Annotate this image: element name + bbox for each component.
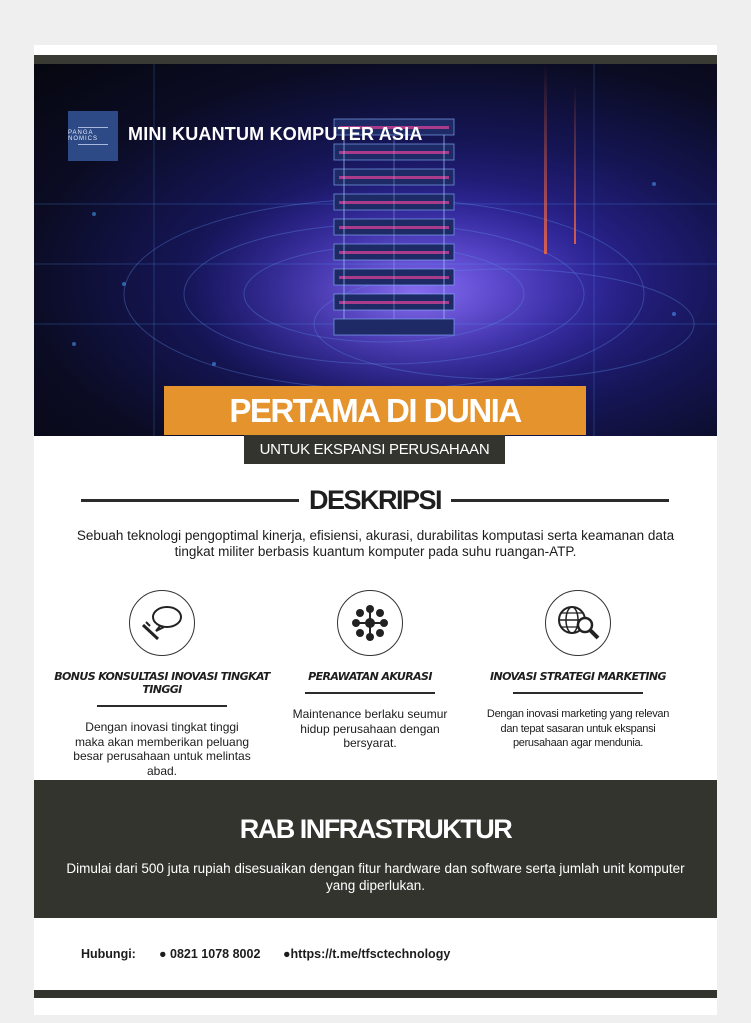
rab-section	[34, 780, 717, 918]
feature-text: Dengan inovasi marketing yang relevan dan tepat sasaran untuk ekspansi perusahaan agar mendunia.	[486, 708, 670, 749]
description-heading	[81, 483, 669, 517]
contact-phone[interactable]: ● 0821 1078 8002	[159, 947, 261, 961]
company-logo	[68, 111, 118, 161]
rab-title: RAB INFRASTRUKTUR	[239, 814, 512, 844]
logo-text: PANGA NOMICS	[68, 130, 98, 142]
globe-search-icon	[545, 590, 611, 656]
feature-rule	[305, 692, 435, 694]
bottom-bar	[34, 990, 717, 998]
brochure-page	[34, 45, 717, 1015]
feature-maintenance	[260, 590, 480, 751]
feature-title: BONUS KONSULTASI INOVASI TINGKAT TINGGI	[54, 670, 270, 696]
feature-title: INOVASI STRATEGI MARKETING	[490, 670, 666, 683]
heading-rule-left	[81, 499, 299, 502]
feature-text: Maintenance berlaku seumur hidup perusahaan dengan bersyarat.	[292, 707, 448, 750]
heading-rule-right	[451, 499, 669, 502]
top-strip	[34, 55, 717, 64]
page-title: MINI KUANTUM KOMPUTER ASIA	[128, 124, 423, 144]
rab-text: Dimulai dari 500 juta rupiah disesuaikan dengan fitur hardware dan software serta jumlah unit komputer yang diperlukan.	[66, 861, 685, 893]
subheadline-banner: UNTUK EKSPANSI PERUSAHAAN	[244, 435, 505, 464]
chat-bubble-icon	[129, 590, 195, 656]
feature-marketing	[468, 590, 688, 751]
feature-rule	[97, 705, 227, 707]
network-cluster-icon	[337, 590, 403, 656]
description-text: Sebuah teknologi pengoptimal kinerja, efisiensi, akurasi, durabilitas komputasi serta keamanan data tingkat militer berbasis kuantum komputer pada suhu ruangan-ATP.	[76, 528, 675, 559]
description-heading-text: DESKRIPSI	[308, 484, 442, 515]
feature-title: PERAWATAN AKURASI	[308, 670, 432, 683]
feature-text: Dengan inovasi tingkat tinggi maka akan memberikan peluang besar perusahaan untuk melintas abad.	[73, 720, 251, 778]
contact-label: Hubungi:	[81, 947, 136, 961]
contact-link[interactable]: ●https://t.me/tfsctechnology	[283, 947, 451, 961]
headline-banner: PERTAMA DI DUNIA	[164, 386, 586, 435]
hero-image	[34, 64, 717, 436]
feature-consultation	[52, 590, 272, 778]
feature-rule	[513, 692, 643, 694]
quantum-computer-illustration	[34, 64, 717, 436]
